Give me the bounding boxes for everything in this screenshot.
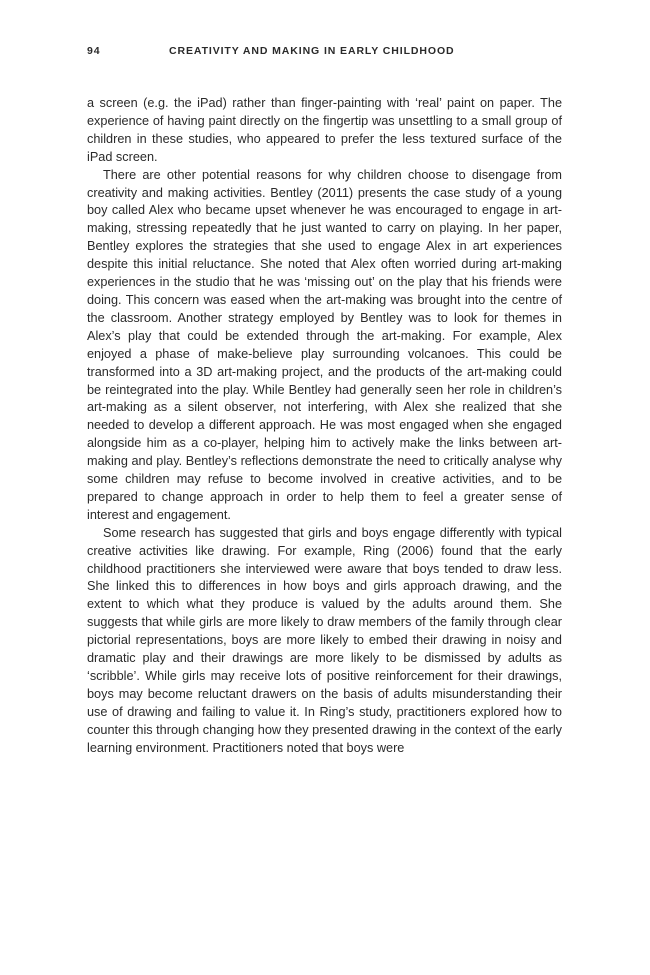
- book-title: CREATIVITY AND MAKING IN EARLY CHILDHOOD: [169, 45, 455, 57]
- paragraph: There are other potential reasons for why children choose to disengage from creativity and making activities. Bentley (2011) presents the case study of a young boy called Alex who became upset whenever he was encouraged to engage in art-making, stressing repeatedly that he just wanted to carry on playing. In her paper, Bentley explores the strategies that she used to engage Alex in art experiences despite this initial reluctance. She noted that Alex often worried during art-making experiences in the studio that he was ‘missing out’ on the play that his friends were doing. This concern was eased when the art-making was brought into the centre of the classroom. Another strategy employed by Bentley was to look for themes in Alex’s play that could be extended through the art-making. For example, Alex enjoyed a phase of make-believe play surrounding volcanoes. This could be transformed into a 3D art-making project, and the products of the art-making could be reintegrated into the play. While Bentley had generally seen her role in children’s art-making as a silent observer, not interfering, with Alex she realized that she needed to develop a different approach. He was most engaged when she engaged alongside him as a co-player, helping him to actively make the links between art-making and play. Bentley’s reflections demonstrate the need to critically analyse why some children may refuse to become involved in creative activities, and to be prepared to change approach in order to help them to feel a greater sense of interest and engagement.: [87, 167, 562, 522]
- paragraph: Some research has suggested that girls and boys engage differently with typical creative activities like drawing. For example, Ring (2006) found that the early childhood practitioners she interviewed were aware that boys tended to draw less. She linked this to differences in how boys and girls approach drawing, and the extent to which what they produce is valued by the adults around them. She suggests that while girls are more likely to draw members of the family through clear pictorial representations, boys are more likely to embed their drawing in noisy and dramatic play and their drawings are more likely to be dismissed by adults as ‘scribble’. While girls may receive lots of positive reinforcement for their drawings, boys may become reluctant drawers on the basis of adults misunderstanding their use of drawing and failing to value it. In Ring’s study, practitioners explored how to counter this through changing how they presented drawing in the context of the early learning environment. Practitioners noted that boys were: [87, 525, 562, 755]
- page-number: 94: [87, 45, 101, 57]
- running-head: [87, 45, 562, 61]
- paragraph: a screen (e.g. the iPad) rather than finger-painting with ‘real’ paint on paper. The experience of having paint directly on the fingertip was unsettling to a small group of children in these studies, who appeared to prefer the less textured surface of the iPad screen.: [87, 96, 562, 164]
- body-text: [87, 95, 562, 758]
